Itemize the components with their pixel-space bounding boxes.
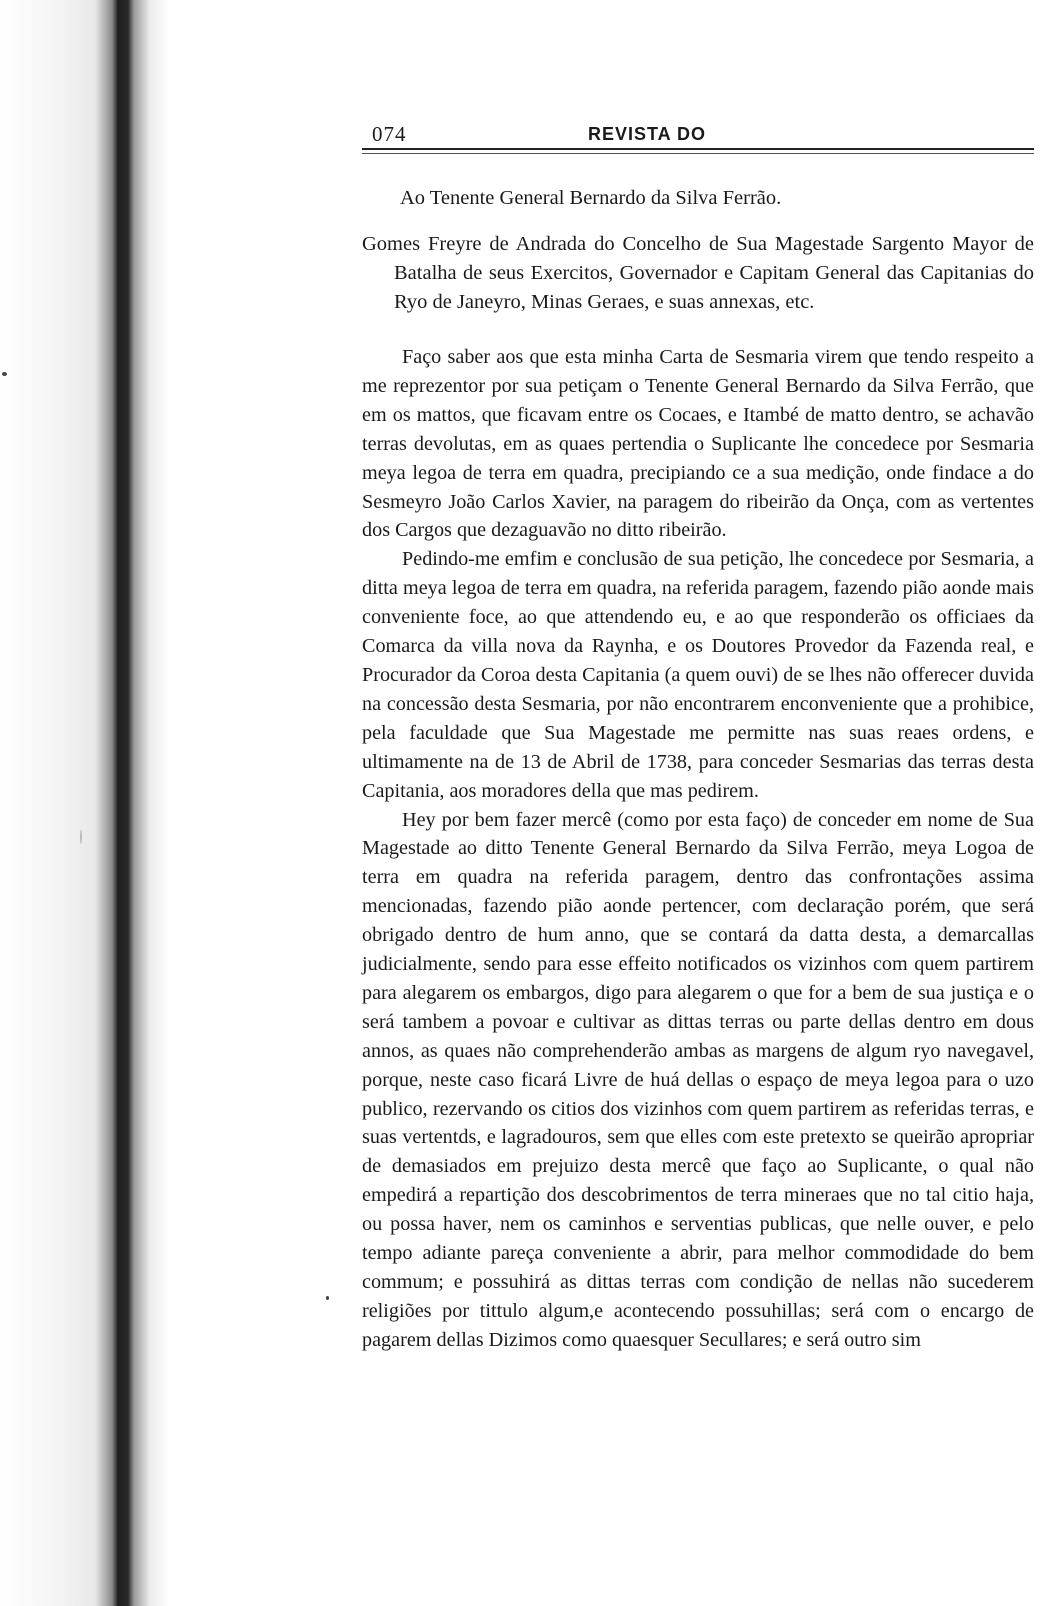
scan-speck bbox=[326, 1296, 329, 1300]
book-page bbox=[362, 118, 1034, 1355]
page-header bbox=[362, 118, 1034, 148]
book-binding-shadow bbox=[0, 0, 170, 1606]
body-paragraph: Faço saber aos que esta minha Carta de Sesmaria virem que tendo respeito a me reprezentor por sua petiçam o Tenente General Bernardo da Silva Ferrão, que em os mattos, que ficavam entre os Cocaes, e Itambé de matto dentro, se achavão terras devolutas, em as quaes pertendia o Suplicante lhe concedece por Sesmaria meya legoa de terra em quadra, precipiando ce a sua medição, onde findace a do Sesmeyro João Carlos Xavier, na paragem do ribeirão da Onça, com as vertentes dos Cargos que dezaguavão no ditto ribeirão. bbox=[362, 346, 1034, 542]
running-title: REVISTA DO bbox=[588, 124, 707, 144]
body-paragraph: Pedindo-me emfim e conclusão de sua petição, lhe concedece por Sesmaria, a ditta meya legoa de terra em quadra, na referida paragem, fazendo pião aonde mais conveniente foce, ao que attendendo eu, e ao que responderão os officiaes da Comarca da villa nova da Raynha, e os Doutores Provedor da Fazenda real, e Procurador da Coroa desta Capitania (a quem ouvi) de se lhes não offerecer duvida na concessão desta Sesmaria, por não encontrarem enconveniente que a prohibice, pela faculdade que Sua Magestade me permitte nas suas reaes ordens, e ultimamente na de 13 de Abril de 1738, para conceder Sesmarias das terras desta Capitania, aos moradores della que mas pedirem. bbox=[362, 548, 1034, 802]
scan-speck bbox=[2, 372, 7, 376]
header-rule bbox=[362, 148, 1034, 154]
page-number: 074 bbox=[372, 122, 407, 146]
scan-speck bbox=[80, 830, 82, 844]
salutation: Ao Tenente General Bernardo da Silva Ferrão. bbox=[400, 187, 782, 209]
body-paragraph: Hey por bem fazer mercê (como por esta faço) de conceder em nome de Sua Magestade ao ditto Tenente General Bernardo da Silva Ferrão, meya Logoa de terra em quadra na referida paragem, dentro das confrontações assima mencionadas, fazendo pião aonde pertencer, com declaração porém, que será obrigado dentro de hum anno, que se contará da datta desta, a demarcallas judicialmente, sendo para esse effeito notificados os vizinhos com quem partirem para alegarem os embargos, digo para alegarem o que for a bem de sua justiça e o será tambem a povoar e cultivar as dittas terras ou parte dellas dentro em dous annos, as quaes não comprehenderão ambas as margens de algum ryo navegavel, porque, neste caso ficará Livre de huá dellas o espaço de meya legoa para o uzo publico, rezervando os citios dos vizinhos com quem partirem as referidas terras, e suas vertentds, e lagradouros, sem que elles com este pretexto se queirão apropriar de demasiados em prejuizo desta mercê que faço ao Suplicante, o qual não empedirá a repartição dos descobrimentos de terra mineraes que no tal citio haja, ou possa haver, nem os caminhos e serventias publicas, que nelle ouver, e pelo tempo adiante pareça conveniente a abrir, para melhor commodidade do bem commum; e possuhirá as dittas terras com condição de nellas não sucederem religiões por tittulo algum,e acontecendo possuhillas; será com o encargo de pagarem dellas Dizimos como quaesquer Secullares; e será outro sim bbox=[362, 808, 1034, 1351]
letter-heading: Gomes Freyre de Andrada do Concelho de Sua Magestade Sargento Mayor de Batalha de seus Exercitos, Governador e Capitam General das Capitanias do Ryo de Janeyro, Minas Geraes, e suas annexas, etc. bbox=[362, 233, 1034, 313]
